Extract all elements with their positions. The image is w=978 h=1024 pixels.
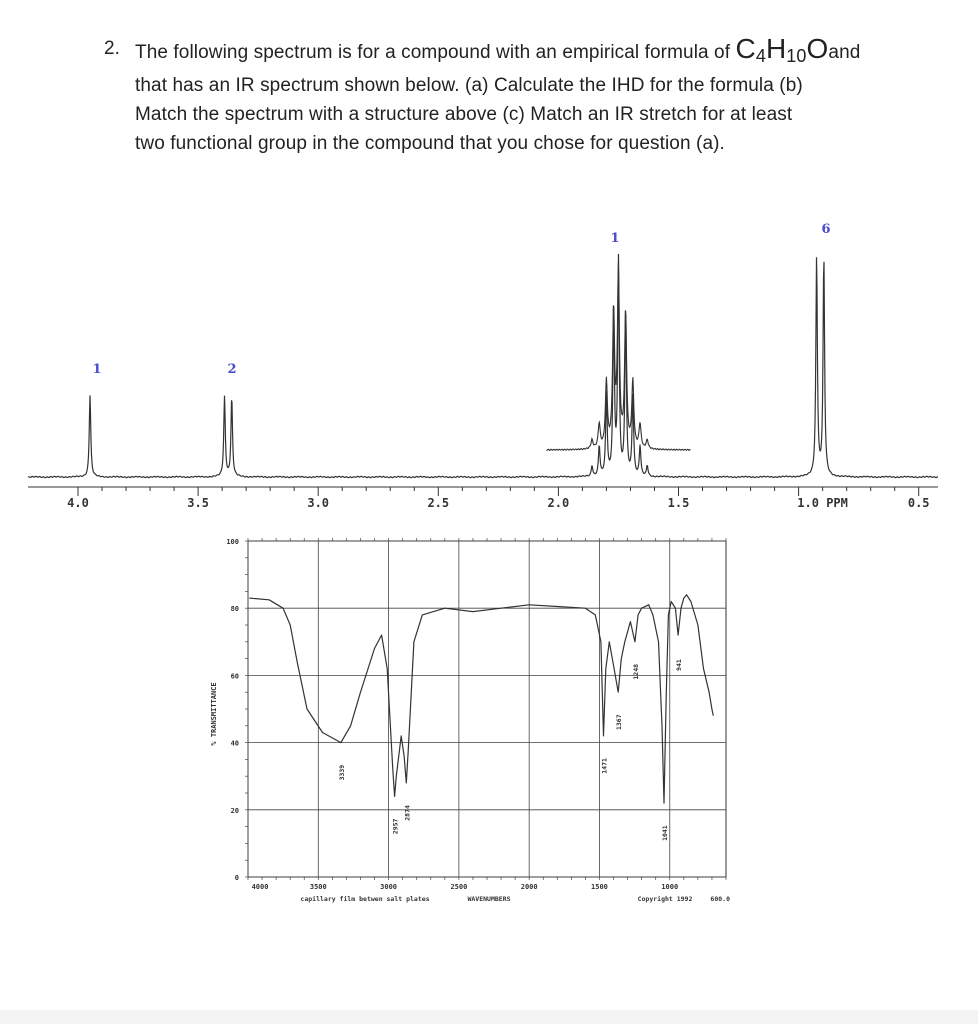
ir-peak-label: 2874 bbox=[403, 805, 412, 821]
nmr-tick-label: 0.5 bbox=[907, 496, 930, 510]
nmr-tick-label: 2.5 bbox=[427, 496, 450, 510]
ir-ytick-label: 0 bbox=[234, 874, 239, 882]
nmr-integration-label: 6 bbox=[821, 222, 831, 237]
ir-peak-label: 2957 bbox=[391, 818, 400, 835]
ir-xtick-label: 3000 bbox=[380, 883, 398, 891]
nmr-tick-label: 4.0 bbox=[67, 496, 89, 510]
ir-note: capillary film betwen salt plates bbox=[300, 895, 430, 903]
ir-peak-label: 1367 bbox=[615, 714, 624, 731]
nmr-integration-label: 1 bbox=[92, 362, 102, 377]
question-intro: The following spectrum is for a compound with an empirical formula of bbox=[135, 42, 731, 63]
ir-peak-label: 941 bbox=[675, 659, 684, 671]
ir-xtick-label: 3500 bbox=[309, 883, 327, 891]
ir-frame bbox=[248, 541, 726, 877]
question-line-4: two functional group in the compound that you chose for question (a). bbox=[135, 133, 725, 154]
nmr-tick-label: 3.5 bbox=[187, 496, 209, 510]
ir-xtick-label: 4000 bbox=[251, 883, 269, 891]
ir-ylabel: % TRANSMITTANCE bbox=[210, 682, 218, 746]
nmr-nonet-inset bbox=[546, 263, 690, 451]
ir-xlabel: WAVENUMBERS bbox=[467, 895, 511, 903]
question-number: 2. bbox=[104, 38, 121, 59]
nmr-tick-label: 3.0 bbox=[307, 496, 330, 510]
ir-ytick-label: 80 bbox=[230, 605, 239, 614]
nmr-tick-label: 1.5 bbox=[667, 496, 690, 510]
ir-copyright: Copyright 1992 bbox=[637, 895, 693, 903]
ir-ytick-label: 60 bbox=[230, 672, 239, 681]
nmr-trace bbox=[28, 254, 938, 478]
ir-ytick-label: 20 bbox=[230, 806, 239, 815]
ir-peak-label: 3339 bbox=[337, 764, 346, 781]
formula: $C_4H_{10}O$ bbox=[735, 33, 829, 66]
ir-ytick-label: 100 bbox=[226, 538, 239, 546]
nmr-tick-label: 2.0 bbox=[547, 496, 570, 510]
question-and: and bbox=[828, 42, 861, 63]
question-line-3: Match the spectrum with a structure above (c) Match an IR stretch for at least bbox=[135, 104, 793, 125]
ir-peak-label: 1248 bbox=[631, 663, 640, 680]
question-line-2: that has an IR spectrum shown below. (a) Calculate the IHD for the formula (b) bbox=[135, 75, 803, 96]
nmr-integration-label: 2 bbox=[227, 362, 237, 377]
nmr-tick-label: 1.0 PPM bbox=[797, 496, 848, 510]
ir-x-end-label: 600.0 bbox=[710, 895, 730, 903]
ir-ytick-label: 40 bbox=[230, 739, 239, 748]
ir-xtick-label: 1500 bbox=[591, 883, 608, 891]
ir-trace bbox=[249, 595, 713, 803]
ir-xtick-label: 2500 bbox=[450, 883, 468, 891]
ir-xtick-label: 2000 bbox=[520, 883, 538, 891]
nmr-integration-label: 1 bbox=[610, 231, 620, 246]
ir-peak-label: 1471 bbox=[600, 758, 609, 774]
bottom-strip bbox=[0, 1010, 978, 1024]
ir-peak-label: 1041 bbox=[661, 825, 669, 841]
ir-xtick-label: 1000 bbox=[661, 883, 679, 891]
